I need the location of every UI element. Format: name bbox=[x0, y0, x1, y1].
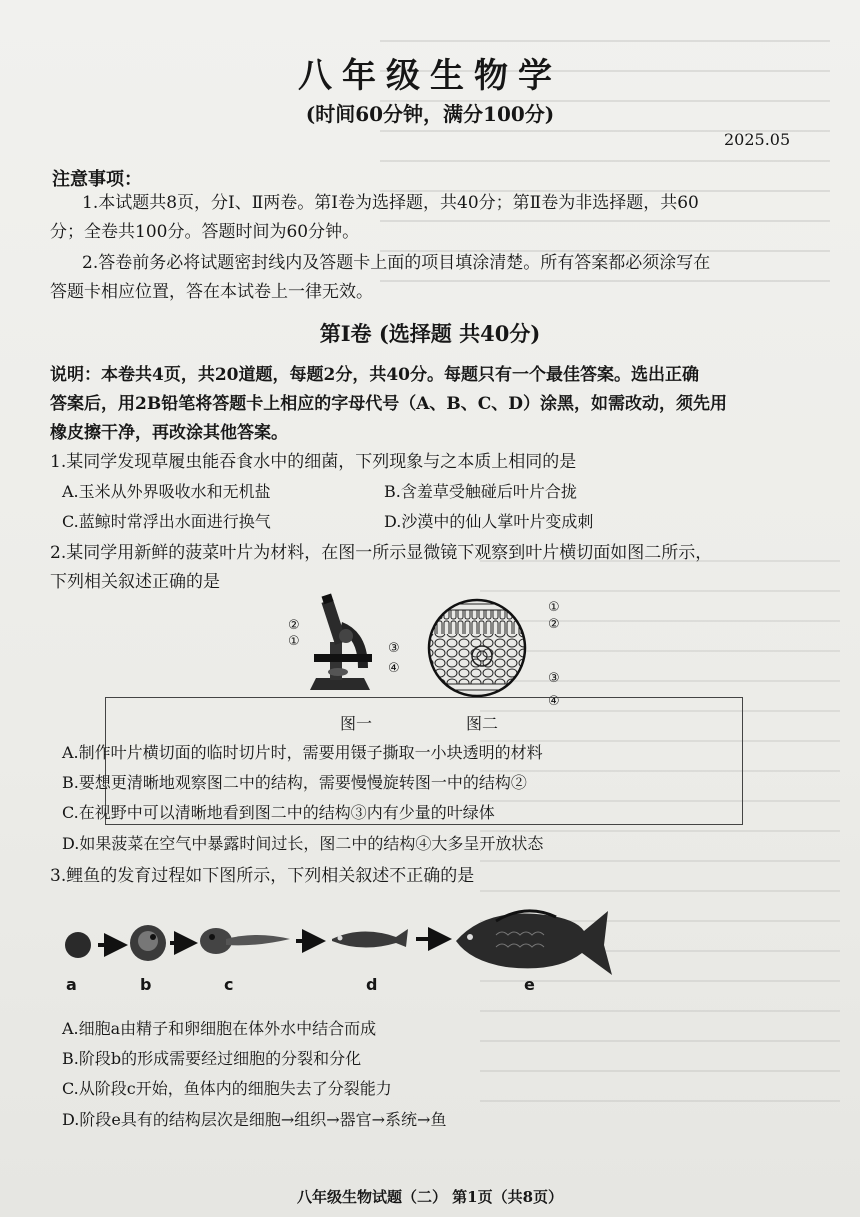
notice-item-1-line-1: 1.本试题共8页，分Ⅰ、Ⅱ两卷。第Ⅰ卷为选择题，共40分；第Ⅱ卷为非选择题，共60 bbox=[82, 193, 699, 213]
question-2-stem-line-2: 下列相关叙述正确的是 bbox=[50, 572, 220, 592]
section-1-instructions-line-1: 说明：本卷共4页，共20道题，每题2分，共40分。每题只有一个最佳答案。选出正确 bbox=[50, 365, 699, 385]
stage-label-a: a bbox=[66, 975, 77, 994]
notice-item-2-line-2: 答题卡相应位置，答在本试卷上一律无效。 bbox=[50, 282, 373, 302]
page-title: 八年级生物学 bbox=[298, 56, 562, 96]
section-1-instructions-line-2: 答案后，用2B铅笔将答题卡上相应的字母代号（A、B、C、D）涂黑，如需改动，须先用 bbox=[50, 394, 728, 414]
question-1-option-b: B.含羞草受触碰后叶片合拢 bbox=[384, 482, 577, 501]
figure-1-label-4: ④ bbox=[388, 661, 400, 676]
question-2-option-a: A.制作叶片横切面的临时切片时，需要用镊子撕取一小块透明的材料 bbox=[62, 743, 543, 762]
question-3-option-b: B.阶段b的形成需要经过细胞的分裂和分化 bbox=[62, 1049, 362, 1068]
question-3-option-d: D.阶段e具有的结构层次是细胞→组织→器官→系统→鱼 bbox=[62, 1110, 447, 1129]
notice-heading: 注意事项： bbox=[52, 169, 142, 190]
carp-development-figure bbox=[56, 895, 616, 985]
question-1-stem: 1.某同学发现草履虫能吞食水中的细菌，下列现象与之本质上相同的是 bbox=[50, 452, 577, 472]
figure-2-label-2: ② bbox=[548, 617, 560, 632]
question-1-option-d: D.沙漠中的仙人掌叶片变成刺 bbox=[384, 512, 594, 531]
question-3-option-c: C.从阶段c开始，鱼体内的细胞失去了分裂能力 bbox=[62, 1079, 392, 1098]
figure-1-label-2: ① bbox=[288, 634, 300, 649]
figure-2-label-4: ④ bbox=[548, 694, 560, 709]
question-1-option-c: C.蓝鲸时常浮出水面进行换气 bbox=[62, 512, 271, 531]
stage-label-c: c bbox=[224, 975, 234, 994]
question-3-option-a: A.细胞a由精子和卵细胞在体外水中结合而成 bbox=[62, 1019, 377, 1038]
figure-2-caption: 图二 bbox=[466, 714, 499, 733]
stage-label-e: e bbox=[524, 975, 535, 994]
figure-2-label-1: ① bbox=[548, 600, 560, 615]
section-1-instructions-line-3: 橡皮擦干净，再改涂其他答案。 bbox=[50, 423, 288, 443]
figure-1-caption: 图一 bbox=[340, 714, 373, 733]
question-1-option-a: A.玉米从外界吸收水和无机盐 bbox=[62, 482, 271, 501]
question-2-option-b: B.要想更清晰地观察图二中的结构，需要慢慢旋转图一中的结构② bbox=[62, 773, 527, 792]
section-1-heading: 第Ⅰ卷 (选择题 共40分) bbox=[319, 321, 541, 346]
question-2-option-c: C.在视野中可以清晰地看到图二中的结构③内有少量的叶绿体 bbox=[62, 803, 495, 822]
question-2-stem-line-1: 2.某同学用新鲜的菠菜叶片为材料，在图一所示显微镜下观察到叶片横切面如图二所示， bbox=[50, 543, 713, 563]
stage-label-d: d bbox=[366, 975, 378, 994]
stage-label-b: b bbox=[140, 975, 152, 994]
question-2-option-d: D.如果菠菜在空气中暴露时间过长，图二中的结构④大多呈开放状态 bbox=[62, 834, 544, 853]
exam-time-score: (时间60分钟，满分100分) bbox=[305, 102, 555, 126]
leaf-cross-section-figure bbox=[422, 598, 532, 698]
notice-item-1-line-2: 分；全卷共100分。答题时间为60分钟。 bbox=[50, 222, 360, 242]
exam-date: 2025.05 bbox=[724, 130, 791, 149]
figure-2-label-3: ③ bbox=[548, 671, 560, 686]
question-3-stem: 3.鲤鱼的发育过程如下图所示，下列相关叙述不正确的是 bbox=[50, 866, 475, 886]
figure-1-label-1: ② bbox=[288, 618, 300, 633]
figure-1-label-3: ③ bbox=[388, 641, 400, 656]
page-footer: 八年级生物试题（二） 第1页（共8页） bbox=[296, 1188, 564, 1206]
notice-item-2-line-1: 2.答卷前务必将试题密封线内及答题卡上面的项目填涂清楚。所有答案都必须涂写在 bbox=[82, 253, 711, 273]
